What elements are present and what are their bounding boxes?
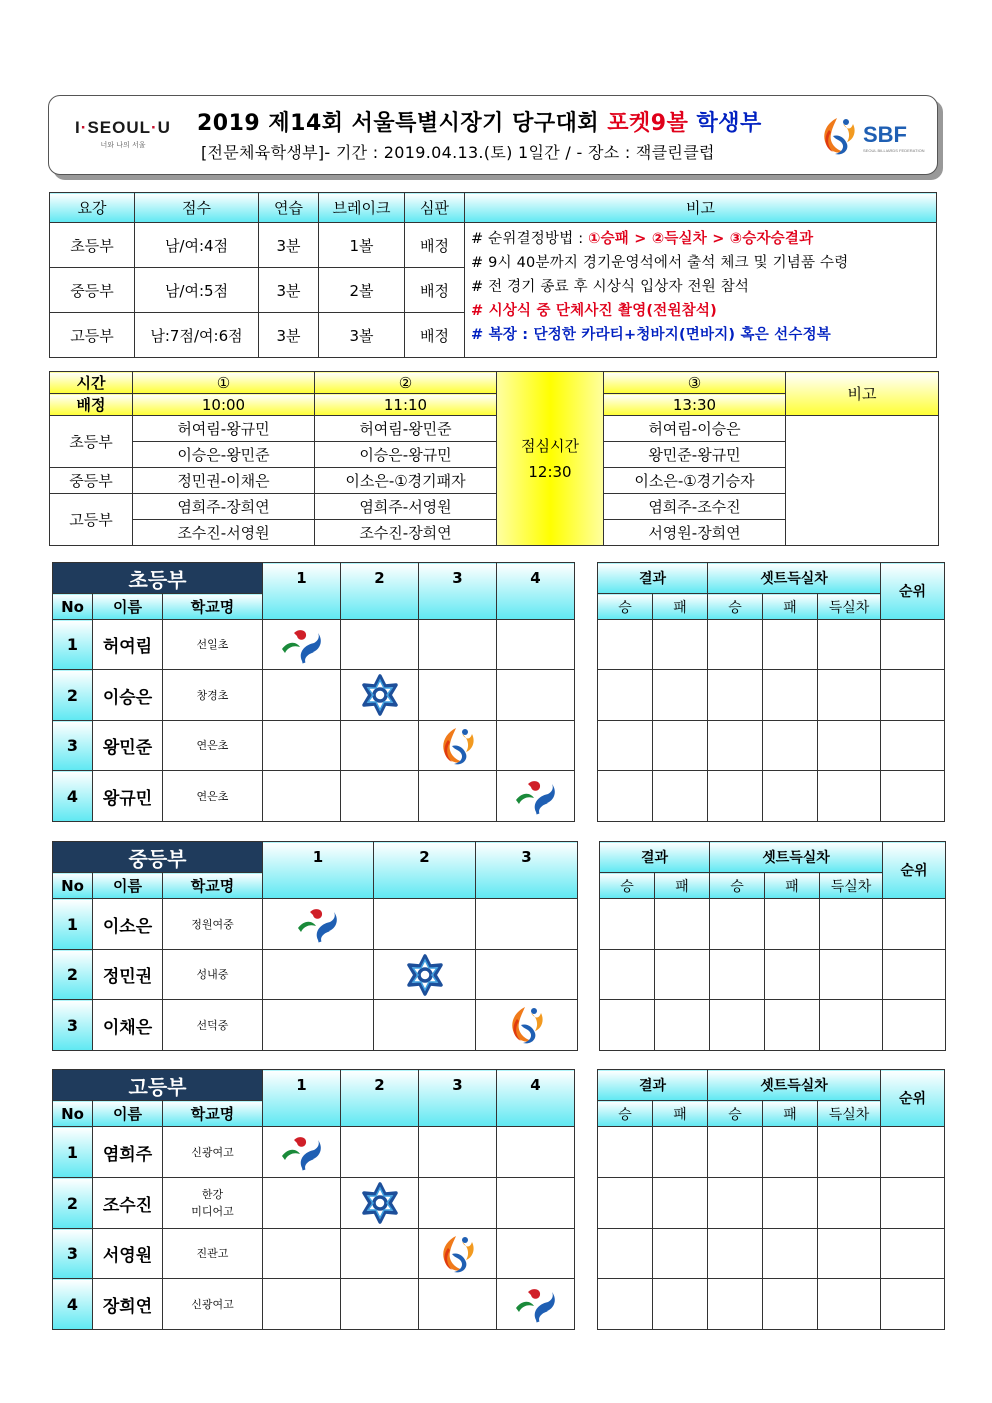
match-pair: 허여림-왕규민 [133,416,315,442]
loss-header: 패 [765,873,820,899]
player-no: 2 [53,1178,93,1229]
win-header: 승 [708,1101,763,1127]
bracket-col-header: 2 [341,563,419,620]
diff-header: 득실차 [820,873,883,899]
loss-cell[interactable] [653,1279,708,1330]
bracket-col-header: 1 [263,1070,341,1127]
player-no: 3 [53,1229,93,1279]
guide-break: 2볼 [319,268,405,313]
bracket-col-header: 3 [419,563,497,620]
diff-cell[interactable] [818,1127,881,1178]
rank-cell[interactable] [883,950,946,1000]
guide-referee: 배정 [405,223,465,268]
player-school: 한강 미디어고 [163,1178,263,1229]
loss-cell[interactable] [763,721,818,771]
diff-cell[interactable] [818,1178,881,1229]
win-cell[interactable] [598,1127,653,1178]
diagonal-cell [419,721,497,771]
mid-bracket-table [52,841,578,1051]
match-cell[interactable] [374,899,476,950]
bracket-col-header: 4 [497,1070,575,1127]
seoul-star-emblem-icon [358,1181,402,1225]
diff-cell[interactable] [820,950,883,1000]
win-header: 승 [598,594,653,620]
rank-cell[interactable] [883,899,946,950]
diagonal-cell [263,620,341,670]
rank-cell[interactable] [881,620,945,670]
rank-cell[interactable] [881,1127,945,1178]
loss-cell[interactable] [653,670,708,721]
rank-cell[interactable] [881,670,945,721]
loss-cell[interactable] [653,771,708,822]
rank-cell[interactable] [883,1000,946,1051]
guide-header: 비고 [465,193,937,223]
match-cell[interactable] [263,771,341,822]
rank-header: 순위 [881,1070,945,1127]
diagonal-cell [374,950,476,1000]
player-name: 염희주 [93,1127,163,1178]
sbf-flame-icon [505,1003,549,1047]
guide-break: 3볼 [319,313,405,358]
set-diff-header: 셋트득실차 [708,563,881,594]
win-cell[interactable] [708,1178,763,1229]
round-time: 13:30 [604,394,786,416]
loss-cell[interactable] [653,1178,708,1229]
diagonal-cell [497,1279,575,1330]
player-school: 선덕중 [163,1000,263,1051]
time-label: 시간 [50,372,133,394]
win-cell[interactable] [598,1279,653,1330]
match-pair: 정민권-이채은 [133,468,315,494]
result-header: 결과 [600,842,710,873]
round-time: 10:00 [133,394,315,416]
bracket-col-header: 3 [419,1070,497,1127]
round-time: 11:10 [315,394,497,416]
match-cell[interactable] [497,1229,575,1279]
player-name: 조수진 [93,1178,163,1229]
diagonal-cell [419,1229,497,1279]
guide-practice: 3분 [259,268,319,313]
diff-cell[interactable] [818,771,881,822]
result-header: 결과 [598,1070,708,1101]
page-title: 2019 제14회 서울특별시장기 당구대회 포켓9볼 학생부 [197,111,762,136]
page-subtitle: [전문체육학생부]- 기간 : 2019.04.13.(토) 1일간 / - 장소 : 잭클린클럽 [201,143,715,162]
guide-division: 고등부 [50,313,135,358]
sbf-flame-icon [436,724,480,768]
player-no: 1 [53,1127,93,1178]
diff-cell[interactable] [820,899,883,950]
rank-cell[interactable] [881,1178,945,1229]
bracket-col-header: 2 [341,1070,419,1127]
win-cell[interactable] [708,721,763,771]
win-header: 승 [708,594,763,620]
note-ceremony: # 전 경기 종료 후 시상식 입상자 전원 참석 [471,279,750,295]
win-cell[interactable] [708,771,763,822]
win-cell[interactable] [708,1229,763,1279]
guide-notes [465,223,937,358]
match-cell[interactable] [419,1127,497,1178]
win-cell[interactable] [598,1229,653,1279]
match-cell[interactable] [497,620,575,670]
school-header: 학교명 [163,1101,263,1127]
division-title: 고등부 [53,1070,263,1101]
player-school: 성내중 [163,950,263,1000]
seoul-emblem-icon [296,902,340,946]
bracket-col-header: 4 [497,563,575,620]
match-pair: 서영원-장희연 [604,520,786,546]
schedule-division: 고등부 [50,494,133,546]
match-pair: 염희주-장희연 [133,494,315,520]
match-cell[interactable] [263,1000,374,1051]
win-cell[interactable] [708,1279,763,1330]
remarks-label: 비고 [786,372,939,416]
match-pair: 이소은-①경기승자 [604,468,786,494]
match-pair: 조수진-장희연 [315,520,497,546]
player-name: 이채은 [93,1000,163,1051]
guide-break: 1볼 [319,223,405,268]
loss-cell[interactable] [763,1229,818,1279]
match-cell[interactable] [497,1178,575,1229]
name-header: 이름 [93,594,163,620]
player-school: 신광여고 [163,1279,263,1330]
division-title: 초등부 [53,563,263,594]
guide-header: 점수 [135,193,259,223]
school-header: 학교명 [163,594,263,620]
schedule-division: 초등부 [50,416,133,468]
school-header: 학교명 [163,873,263,899]
match-cell[interactable] [263,950,374,1000]
loss-header: 패 [763,1101,818,1127]
player-school: 연은초 [163,721,263,771]
rank-cell[interactable] [881,771,945,822]
player-name: 장희연 [93,1279,163,1330]
match-cell[interactable] [476,950,578,1000]
name-header: 이름 [93,1101,163,1127]
diagonal-cell [341,670,419,721]
note-dresscode: # 복장 : 단정한 카라티+청바지(면바지) 혹은 선수정복 [471,327,831,343]
bracket-col-header: 1 [263,842,374,899]
player-school: 선일초 [163,620,263,670]
guide-header: 연습 [259,193,319,223]
win-cell[interactable] [708,670,763,721]
match-pair: 염희주-서영원 [315,494,497,520]
guide-header: 심판 [405,193,465,223]
guide-referee: 배정 [405,313,465,358]
set-diff-header: 셋트득실차 [710,842,883,873]
round-number: ③ [604,372,786,394]
player-no: 4 [53,1279,93,1330]
match-cell[interactable] [341,721,419,771]
match-pair: 조수진-서영원 [133,520,315,546]
win-header: 승 [600,873,655,899]
loss-cell[interactable] [765,899,820,950]
win-cell[interactable] [710,899,765,950]
loss-cell[interactable] [763,1279,818,1330]
match-cell[interactable] [263,670,341,721]
schedule-division: 중등부 [50,468,133,494]
match-cell[interactable] [374,1000,476,1051]
seoul-emblem-icon [280,1130,324,1174]
sbf-flame-icon [436,1232,480,1276]
player-school: 신광여고 [163,1127,263,1178]
svg-text:SEOUL BILLIARDS FEDERATION: SEOUL BILLIARDS FEDERATION [863,148,925,153]
loss-cell[interactable] [765,950,820,1000]
assign-label: 배정 [50,394,133,416]
svg-text:SBF: SBF [863,122,907,147]
match-cell[interactable] [497,670,575,721]
match-pair: 허여림-이승은 [604,416,786,442]
loss-cell[interactable] [653,721,708,771]
seoul-emblem-icon [514,774,558,818]
player-no: 2 [53,950,93,1000]
result-header: 결과 [598,563,708,594]
match-pair: 허여림-왕민준 [315,416,497,442]
player-school: 창경초 [163,670,263,721]
player-no: 3 [53,1000,93,1051]
win-cell[interactable] [600,1000,655,1051]
bracket-col-header: 3 [476,842,578,899]
round-number: ② [315,372,497,394]
match-cell[interactable] [263,721,341,771]
rank-cell[interactable] [881,1279,945,1330]
lunch-break: 점심시간 12:30 [497,372,604,546]
diff-cell[interactable] [818,721,881,771]
player-name: 허여림 [93,620,163,670]
sbf-logo [817,114,927,158]
match-cell[interactable] [341,1127,419,1178]
player-no: 1 [53,899,93,950]
match-cell[interactable] [419,1178,497,1229]
name-header: 이름 [93,873,163,899]
round-number: ① [133,372,315,394]
guide-score: 남/여:5점 [135,268,259,313]
player-name: 이소은 [93,899,163,950]
bracket-col-header: 1 [263,563,341,620]
player-no: 1 [53,620,93,670]
rank-header: 순위 [881,563,945,620]
win-cell[interactable] [598,771,653,822]
division-title: 중등부 [53,842,263,873]
player-school: 연은초 [163,771,263,822]
elem-result-table [597,562,945,822]
note-checkin: # 9시 40분까지 경기운영석에서 출석 체크 및 기념품 수령 [471,255,849,271]
match-cell[interactable] [419,1279,497,1330]
match-pair: 이소은-①경기패자 [315,468,497,494]
loss-cell[interactable] [655,950,710,1000]
match-cell[interactable] [419,771,497,822]
loss-header: 패 [653,594,708,620]
rank-cell[interactable] [881,721,945,771]
diff-header: 득실차 [818,1101,881,1127]
guide-score: 남/여:4점 [135,223,259,268]
match-pair: 이승은-왕규민 [315,442,497,468]
player-name: 왕규민 [93,771,163,822]
match-cell[interactable] [263,1229,341,1279]
seoul-star-emblem-icon [403,953,447,997]
loss-cell[interactable] [653,620,708,670]
iseoulu-logo: I·SEOUL·U 너와 나의 서울 [75,118,171,149]
loss-cell[interactable] [765,1000,820,1051]
no-header: No [53,873,93,899]
loss-cell[interactable] [763,1127,818,1178]
guide-header: 요강 [50,193,135,223]
diff-cell[interactable] [818,620,881,670]
loss-cell[interactable] [655,1000,710,1051]
seoul-emblem-icon [514,1282,558,1326]
player-school: 정원여중 [163,899,263,950]
seoul-emblem-icon [280,623,324,667]
match-cell[interactable] [341,1229,419,1279]
guide-division: 중등부 [50,268,135,313]
loss-cell[interactable] [763,620,818,670]
win-cell[interactable] [708,620,763,670]
high-result-table [597,1069,945,1330]
guide-referee: 배정 [405,268,465,313]
guide-practice: 3분 [259,313,319,358]
loss-cell[interactable] [763,771,818,822]
match-cell[interactable] [263,1178,341,1229]
win-cell[interactable] [598,1178,653,1229]
diff-header: 득실차 [818,594,881,620]
schedule-table [49,371,939,546]
win-cell[interactable] [708,1127,763,1178]
seoul-star-emblem-icon [358,673,402,717]
diagonal-cell [497,771,575,822]
loss-cell[interactable] [763,1178,818,1229]
player-no: 4 [53,771,93,822]
win-cell[interactable] [598,721,653,771]
header-box [48,95,938,175]
guide-table [49,192,937,358]
diff-cell[interactable] [820,1000,883,1051]
remarks-cell [786,416,939,546]
match-cell[interactable] [476,899,578,950]
player-name: 서영원 [93,1229,163,1279]
diagonal-cell [263,899,374,950]
match-cell[interactable] [263,1279,341,1330]
bracket-col-header: 2 [374,842,476,899]
diagonal-cell [476,1000,578,1051]
player-no: 3 [53,721,93,771]
win-cell[interactable] [600,899,655,950]
loss-header: 패 [653,1101,708,1127]
match-pair: 이승은-왕민준 [133,442,315,468]
diff-cell[interactable] [818,1229,881,1279]
diff-cell[interactable] [818,1279,881,1330]
match-pair: 염희주-조수진 [604,494,786,520]
loss-header: 패 [655,873,710,899]
win-header: 승 [598,1101,653,1127]
match-cell[interactable] [419,620,497,670]
match-pair: 왕민준-왕규민 [604,442,786,468]
diff-cell[interactable] [818,670,881,721]
note-ranking: # 순위결정방법 : ①승패 > ②득실차 > ③승자승결과 [471,231,814,247]
match-cell[interactable] [497,721,575,771]
guide-practice: 3분 [259,223,319,268]
elem-bracket-table [52,562,575,822]
player-no: 2 [53,670,93,721]
guide-division: 초등부 [50,223,135,268]
win-header: 승 [710,873,765,899]
match-cell[interactable] [497,1127,575,1178]
loss-cell[interactable] [655,899,710,950]
loss-header: 패 [763,594,818,620]
win-cell[interactable] [598,620,653,670]
guide-header: 브레이크 [319,193,405,223]
diagonal-cell [341,1178,419,1229]
win-cell[interactable] [600,950,655,1000]
player-school: 진관고 [163,1229,263,1279]
note-photo: # 시상식 중 단체사진 촬영(전원참석) [471,303,717,319]
rank-header: 순위 [883,842,946,899]
loss-cell[interactable] [653,1229,708,1279]
guide-score: 남:7점/여:6점 [135,313,259,358]
loss-cell[interactable] [653,1127,708,1178]
high-bracket-table [52,1069,575,1330]
no-header: No [53,594,93,620]
win-cell[interactable] [710,950,765,1000]
player-name: 이승은 [93,670,163,721]
match-cell[interactable] [341,620,419,670]
diagonal-cell [263,1127,341,1178]
rank-cell[interactable] [881,1229,945,1279]
match-cell[interactable] [419,670,497,721]
no-header: No [53,1101,93,1127]
win-cell[interactable] [710,1000,765,1051]
player-name: 왕민준 [93,721,163,771]
match-cell[interactable] [341,771,419,822]
mid-result-table [599,841,946,1051]
set-diff-header: 셋트득실차 [708,1070,881,1101]
player-name: 정민권 [93,950,163,1000]
loss-cell[interactable] [763,670,818,721]
win-cell[interactable] [598,670,653,721]
match-cell[interactable] [341,1279,419,1330]
